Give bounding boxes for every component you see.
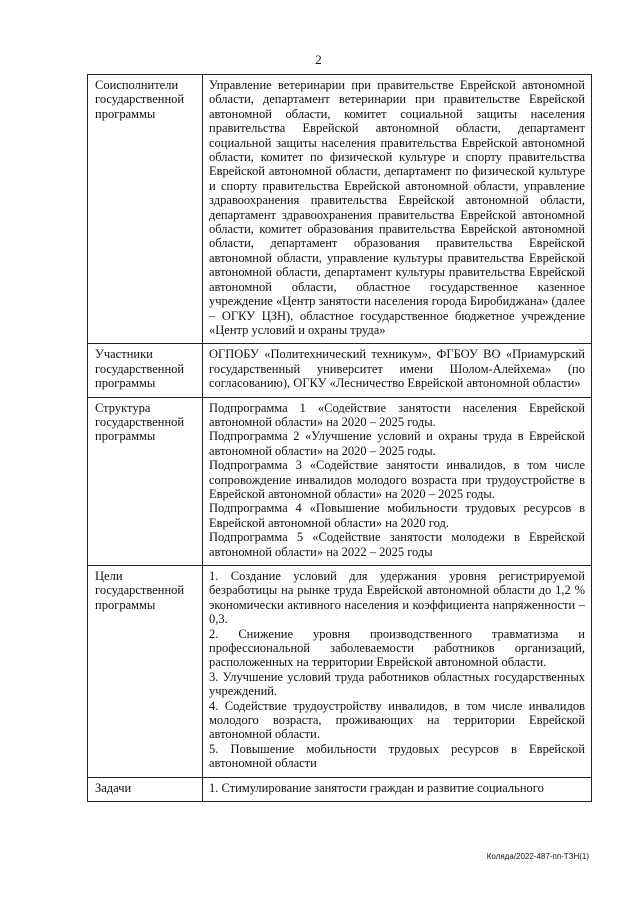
paragraph: 1. Создание условий для удержания уровня регистрируемой безработицы на рынке труда Еврейской автономной области до 1,2 % экономически активного населения и коэффициента напряженности – 0,3. <box>209 569 585 627</box>
paragraph: 4. Содействие трудоустройству инвалидов, в том числе инвалидов молодого возраста, проживающих на территории Еврейской автономной области. <box>209 698 585 742</box>
paragraph: Управление ветеринарии при правительстве Еврейской автономной области, департамент ветеринарии при правительстве Еврейской автономной области, комитет социальной защиты населения правительства Еврейской автономной области, департамент социальной защиты населения правительства Еврейской автономной области, комитет по физической культуре и спорту правительства Еврейской автономной области, департамент по физической культуре и спорту правительства Еврейской автономной области, управление здравоохранения правительства Еврейской автономной области, департамент здравоохранения правительства Еврейской автономной области, комитет образования правительства Еврейской автономной области, департамент образования правительства Еврейской автономной области, управление культуры правительства Еврейской автономной области, департамент культуры правительства Еврейской автономной области, областное государственное казенное учреждение «Центр занятости населения города Биробиджана» (далее – ОГКУ ЦЗН), областное государственное бюджетное учреждение «Центр условий и охраны труда» <box>209 78 585 337</box>
paragraph: Подпрограмма 5 «Содействие занятости молодежи в Еврейской автономной области» на 2022 – 2025 годы <box>209 530 585 559</box>
row-label: Участники государственной программы <box>88 344 203 397</box>
row-structure <box>88 397 592 565</box>
row-participants <box>88 344 592 397</box>
paragraph: Подпрограмма 3 «Содействие занятости инвалидов, в том числе сопровождение инвалидов молодого возраста при трудоустройстве в Еврейской автономной области» на 2020 – 2025 годы. <box>209 458 585 501</box>
program-passport-table <box>87 74 592 802</box>
row-label: Задачи <box>88 777 203 801</box>
paragraph: ОГПОБУ «Политехнический техникум», ФГБОУ ВО «Приамурский государственный университет имени Шолом-Алейхема» (по согласованию), ОГКУ «Лесничество Еврейской автономной области» <box>209 347 585 391</box>
row-value <box>203 75 592 344</box>
row-value <box>203 397 592 565</box>
row-value <box>203 566 592 778</box>
row-tasks <box>88 777 592 801</box>
page-number: 2 <box>315 52 322 67</box>
row-label: Структура государственной программы <box>88 397 203 565</box>
paragraph: 5. Повышение мобильности трудовых ресурсов в Еврейской автономной области <box>209 741 585 771</box>
paragraph: Подпрограмма 2 «Улучшение условий и охраны труда в Еврейской автономной области» на 2020 – 2025 годы. <box>209 429 585 458</box>
paragraph: Подпрограмма 4 «Повышение мобильности трудовых ресурсов в Еврейской автономной области» на 2020 год. <box>209 501 585 530</box>
paragraph: 2. Снижение уровня производственного травматизма и профессиональной заболеваемости работников организаций, расположенных на территории Еврейской автономной области. <box>209 626 585 670</box>
row-value <box>203 777 592 801</box>
row-goals <box>88 566 592 778</box>
row-label: Соисполнители государственной программы <box>88 75 203 344</box>
row-co-executors <box>88 75 592 344</box>
row-label: Цели государственной программы <box>88 566 203 778</box>
paragraph: Подпрограмма 1 «Содействие занятости населения Еврейской автономной области» на 2020 – 2025 годы. <box>209 400 585 429</box>
paragraph: 1. Стимулирование занятости граждан и развитие социального <box>209 780 544 795</box>
paragraph: 3. Улучшение условий труда работников областных государственных учреждений. <box>209 669 585 699</box>
document-registration-code: Коляда/2022-487-пп-ТЗН(1) <box>486 852 589 861</box>
row-value <box>203 344 592 397</box>
